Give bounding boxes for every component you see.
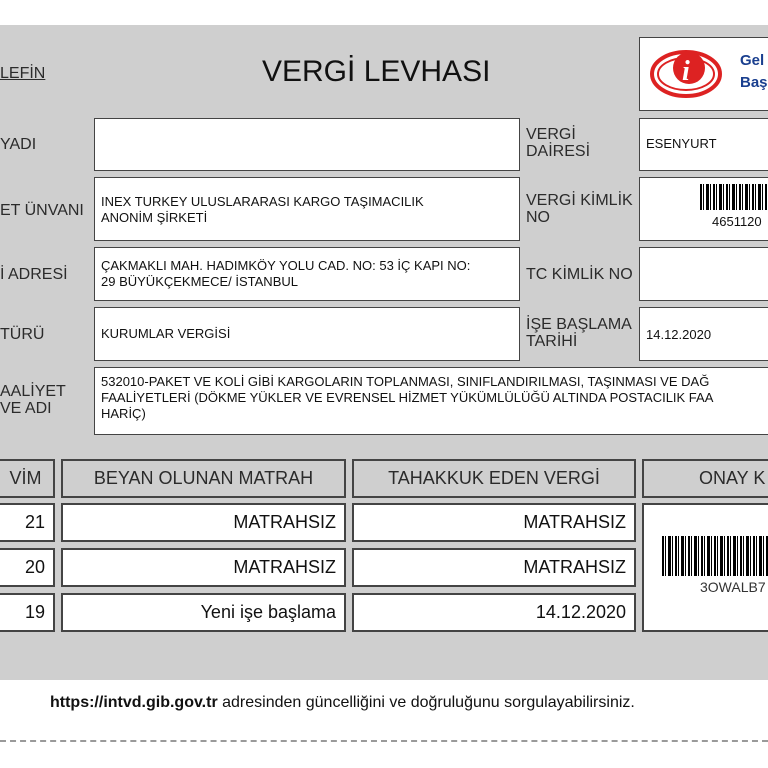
activity-value: 532010-PAKET VE KOLİ GİBİ KARGOLARIN TOPLANMASI, SINIFLANDIRILMASI, TAŞINMASI VE DAĞ FAALİYETLERİ (DÖKME YÜKLER VE EVRENSEL HİZMET YÜKÜMLÜLÜĞÜ ALTINDA POSTACILIK FAA HARİÇ) — [101, 374, 714, 421]
table-row-2-tax — [352, 548, 636, 587]
table-cell: 20 — [24, 557, 45, 577]
table-row-1-base — [61, 503, 346, 542]
table-cell: 21 — [24, 512, 45, 532]
tc-id-label: TC KİMLİK NO — [526, 266, 633, 283]
tax-id-field — [639, 177, 768, 241]
activity-field — [94, 367, 768, 435]
start-date-field — [639, 307, 768, 361]
logo-text-1: Gel — [740, 52, 765, 69]
tax-plate-panel — [0, 25, 768, 680]
row-label-title: ET ÜNVANI — [0, 202, 84, 219]
table-row-2-period — [0, 548, 55, 587]
row-label-name: YADI — [0, 136, 37, 153]
activity-label: AALİYET VE ADI — [0, 383, 66, 417]
table-cell: MATRAHSIZ — [523, 557, 626, 577]
address-field — [94, 247, 520, 301]
title-value: INEX TURKEY ULUSLARARASI KARGO TAŞIMACILIK ANONİM ŞİRKETİ — [101, 194, 424, 225]
col-header-base — [61, 459, 346, 498]
gib-logo-icon — [646, 44, 726, 104]
table-cell: MATRAHSIZ — [233, 512, 336, 532]
approval-barcode — [662, 536, 768, 576]
tax-type-value: KURUMLAR VERGİSİ — [101, 326, 231, 341]
approval-code-cell — [642, 503, 768, 632]
table-cell: MATRAHSIZ — [523, 512, 626, 532]
table-row-1-period — [0, 503, 55, 542]
table-row-1-tax — [352, 503, 636, 542]
col-header-period — [0, 459, 55, 498]
table-row-3-period — [0, 593, 55, 632]
footer-text: adresinden güncelliğini ve doğruluğunu sorgulayabilirsiniz. — [217, 694, 635, 711]
col-header-approval — [642, 459, 768, 498]
svg-text:i: i — [682, 56, 690, 87]
table-cell: MATRAHSIZ — [233, 557, 336, 577]
taxpayer-label: LEFİN — [0, 65, 46, 82]
table-row-3-tax — [352, 593, 636, 632]
tax-id-barcode — [700, 184, 768, 210]
approval-code-value: 3OWALB7 — [700, 579, 766, 595]
table-row-3-base — [61, 593, 346, 632]
start-date-label: İŞE BAŞLAMA TARİHİ — [526, 316, 632, 350]
table-row-2-base — [61, 548, 346, 587]
tax-office-value: ESENYURT — [646, 136, 717, 151]
row-label-address: İ ADRESİ — [0, 266, 68, 283]
row-label-type: TÜRÜ — [0, 326, 45, 343]
footer-note — [50, 694, 635, 712]
tax-id-value: 4651120 — [712, 214, 762, 229]
tc-id-field — [639, 247, 768, 301]
table-cell: 19 — [24, 602, 45, 622]
address-value: ÇAKMAKLI MAH. HADIMKÖY YOLU CAD. NO: 53 İÇ KAPI NO: 29 BÜYÜKÇEKMECE/ İSTANBUL — [101, 258, 471, 289]
gib-logo-box — [639, 37, 768, 111]
table-cell: Yeni işe başlama — [200, 602, 336, 622]
name-field — [94, 118, 520, 171]
tax-office-label: VERGİ DAİRESİ — [526, 126, 591, 160]
tax-office-field — [639, 118, 768, 171]
title-field — [94, 177, 520, 241]
col-header-approval-text: ONAY K — [699, 468, 766, 488]
col-header-tax-text: TAHAKKUK EDEN VERGİ — [388, 468, 600, 488]
table-cell: 14.12.2020 — [535, 602, 626, 622]
bottom-cut-line — [0, 740, 768, 742]
col-header-tax — [352, 459, 636, 498]
page-title: VERGİ LEVHASI — [262, 55, 491, 88]
col-header-period-text: VİM — [9, 468, 42, 488]
start-date-value: 14.12.2020 — [646, 327, 712, 342]
verification-link[interactable]: https://intvd.gib.gov.tr — [50, 694, 218, 711]
tax-type-field — [94, 307, 520, 361]
col-header-base-text: BEYAN OLUNAN MATRAH — [93, 468, 314, 488]
logo-text-2: Baş — [740, 74, 768, 91]
tax-id-label: VERGİ KİMLİK NO — [526, 192, 633, 226]
